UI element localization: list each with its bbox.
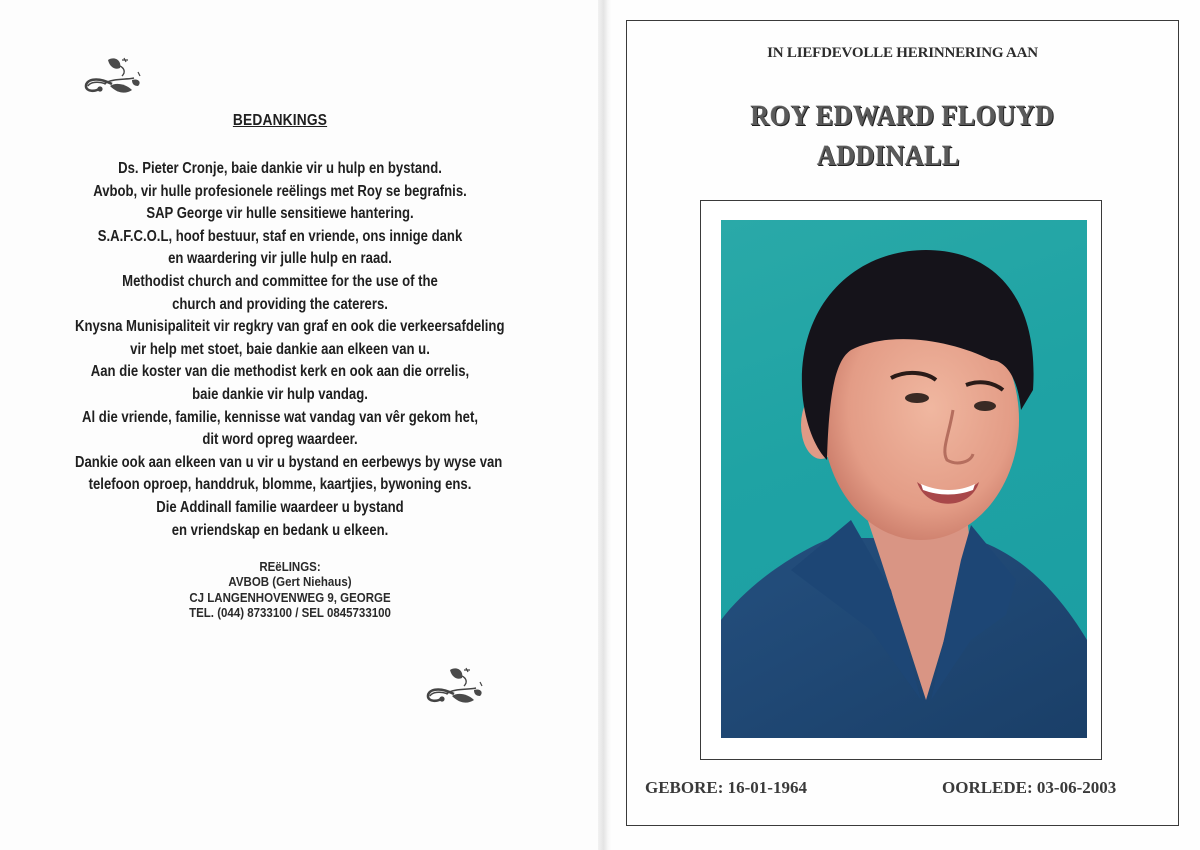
thanks-line: Dankie ook aan elkeen van u vir u bystand en eerbewys by wyse van (75, 453, 503, 471)
deceased-name-line-2: ADDINALL (817, 140, 960, 172)
funeral-arrangements (160, 560, 420, 622)
funeral-company: AVBOB (Gert Niehaus) (228, 575, 352, 590)
thanks-line: vir help met stoet, baie dankie aan elkeen van u. (130, 340, 430, 358)
birth-date: GEBORE: 16-01-1964 (645, 778, 807, 797)
thanks-heading: BEDANKINGS (232, 112, 328, 129)
thanks-message (30, 158, 530, 542)
thanks-line: Ds. Pieter Cronje, baie dankie vir u hulp en bystand. (118, 160, 442, 177)
thanks-line: Aan die koster van die methodist kerk en ook aan die orrelis, (90, 363, 470, 381)
arrangements-heading: REëLINGS: (259, 560, 321, 574)
funeral-phone: TEL. (044) 8733100 / SEL 0845733100 (189, 606, 391, 621)
page-fold (598, 0, 612, 850)
memorial-heading: IN LIEFDEVOLLE HERINNERING AAN (767, 45, 1038, 61)
thanks-line: dit word opreg waardeer. (202, 431, 358, 449)
thanks-line: Al die vriende, familie, kennisse wat vandag van vêr gekom het, (82, 408, 478, 426)
death-date: OORLEDE: 03-06-2003 (942, 778, 1117, 797)
deceased-name-line-1: ROY EDWARD FLOUYD (750, 100, 1055, 132)
thanks-line: Die Addinall familie waardeer u bystand (156, 498, 404, 516)
thanks-line: S.A.F.C.O.L, hoof bestuur, staf en vriende, ons innige dank (97, 227, 463, 245)
thanks-line: baie dankie vir hulp vandag. (192, 385, 368, 403)
funeral-address: CJ LANGENHOVENWEG 9, GEORGE (189, 590, 391, 605)
thanks-line: church and providing the caterers. (172, 295, 388, 313)
thanks-line: SAP George vir hulle sensitiewe hantering. (146, 205, 414, 223)
thanks-line: telefoon oproep, handdruk, blomme, kaartjies, bywoning ens. (88, 476, 472, 494)
floral-swirl-icon (82, 54, 144, 96)
portrait-photo (721, 220, 1087, 738)
thanks-line: Knysna Munisipaliteit vir regkry van graf en ook die verkeersafdeling (75, 318, 505, 336)
thanks-line: en vriendskap en bedank u elkeen. (171, 521, 389, 539)
portrait-illustration (721, 220, 1087, 738)
thanks-line: en waardering vir julle hulp en raad. (168, 250, 392, 268)
floral-swirl-icon (424, 664, 486, 706)
thanks-line: Avbob, vir hulle profesionele reëlings met Roy se begrafnis. (93, 182, 467, 200)
thanks-line: Methodist church and committee for the use of the (122, 272, 438, 290)
